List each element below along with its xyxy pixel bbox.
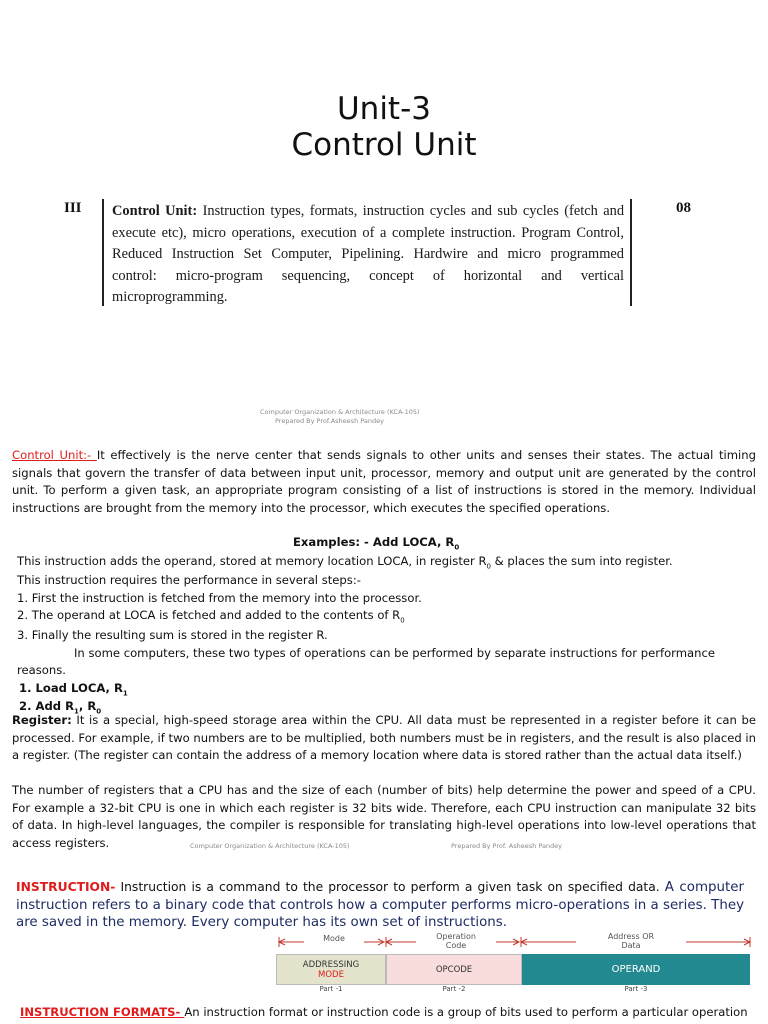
register-text-1: It is a special, high-speed storage area within the CPU. All data must be represented in a register before it can be processed. For example, if two numbers are to be multiplied, both numbers must be in registers, and the result is also placed in a register. (The register can contain the address of a memory location where data is stored rather than the actual data itself.) <box>12 713 756 762</box>
header-address: Address OR Data <box>576 932 686 952</box>
load-instruction: 1. Load LOCA, $R_1$ <box>19 681 128 698</box>
cell-opcode: OPCODE <box>386 954 522 985</box>
example-note-line2: reasons. <box>17 663 66 677</box>
syllabus-text: Instruction types, formats, instruction cycles and sub cycles (fetch and execute etc), micro operations, execution of a complete instruction. Program Control, Reduced Instruction Set Computer, Pipelining. Hardwire and micro programmed control: micro-program sequencing, concept of horizontal and vertical microprogramming. <box>112 203 625 305</box>
footer-course: Computer Organization & Architecture (KCA-105) <box>260 408 420 416</box>
cell-addressing-mode: ADDRESSING MODE <box>276 954 386 985</box>
control-unit-paragraph <box>12 447 756 517</box>
example-line-2: This instruction requires the performance in several steps:- <box>17 573 361 587</box>
instruction-formats-text: An instruction format or instruction code is a group of bits used to perform a particular operation <box>184 1005 748 1019</box>
slide-title-line1: Unit-3 <box>336 91 431 127</box>
footer2-course: Computer Organization & Architecture (KCA-105) <box>190 842 350 850</box>
footer2-author: Prepared By Prof. Asheesh Pandey <box>451 842 563 850</box>
instruction-text-a: Instruction is a command to the processor to perform a given task on specified data. <box>115 880 665 894</box>
header-opcode: Operation Code <box>416 932 496 952</box>
footer-author: Prepared By Prof.Asheesh Pandey <box>275 417 384 425</box>
header-mode: Mode <box>304 934 364 954</box>
example-step-3: 3. Finally the resulting sum is stored in the register R. <box>17 628 328 642</box>
example-step-1: 1. First the instruction is fetched from the memory into the processor. <box>17 591 422 605</box>
example-note-line1: In some computers, these two types of operations can be performed by separate instructions for performance <box>74 646 715 660</box>
example-heading: Examples: - Add LOCA, $R_0$ <box>293 535 460 552</box>
control-unit-label: Control Unit:- <box>12 448 97 462</box>
part-3-label: Part -3 <box>624 985 648 993</box>
part-1-label: Part -1 <box>319 985 343 993</box>
register-paragraph-2: The number of registers that a CPU has and the size of each (number of bits) help determine the power and speed of a CPU. For example a 32-bit CPU is one in which each register is 32 bits wide. Therefore, each CPU instruction can manipulate 32 bits of data. In high-level languages, the compiler is responsible for translating high-level operations into low-level operations that access registers. <box>12 783 756 850</box>
syllabus-unit-number: III <box>64 200 82 216</box>
instruction-format-diagram <box>276 932 752 994</box>
part-2-label: Part -2 <box>442 985 466 993</box>
instruction-label: INSTRUCTION- <box>16 880 116 894</box>
slide-title-line2: Control Unit <box>291 127 477 163</box>
example-line-1: This instruction adds the operand, stored at memory location LOCA, in register $R_0$ & places the sum into register. <box>17 554 673 571</box>
register-paragraph <box>12 712 756 765</box>
example-step-2: 2. The operand at LOCA is fetched and added to the contents of $R_0$ <box>17 608 405 625</box>
instruction-paragraph <box>16 879 744 932</box>
instruction-text-b: A computer instruction refers to a binary code that controls how a computer performs micro-operations in a series. They are saved in the memory. Every computer has its own set of instructions. <box>16 880 744 930</box>
cell-operand: OPERAND <box>522 954 750 985</box>
instruction-formats-line <box>20 1004 764 1021</box>
syllabus-heading: Control Unit: <box>112 203 198 219</box>
syllabus-box <box>102 199 632 306</box>
syllabus-hours: 08 <box>676 200 691 216</box>
control-unit-text: It effectively is the nerve center that sends signals to other units and senses their states. The actual timing signals that govern the transfer of data between input unit, processor, memory and output unit are generated by the control unit. To perform a given task, an appropriate program consisting of a list of instructions is stored in the memory. Individual instructions are brought from the memory into the processor, which executes the specified operations. <box>12 448 756 515</box>
register-label: Register: <box>12 713 72 727</box>
instruction-formats-label: INSTRUCTION FORMATS- <box>20 1005 185 1019</box>
add-instruction: 2. Add $R_1$, $R_0$ <box>19 699 102 716</box>
